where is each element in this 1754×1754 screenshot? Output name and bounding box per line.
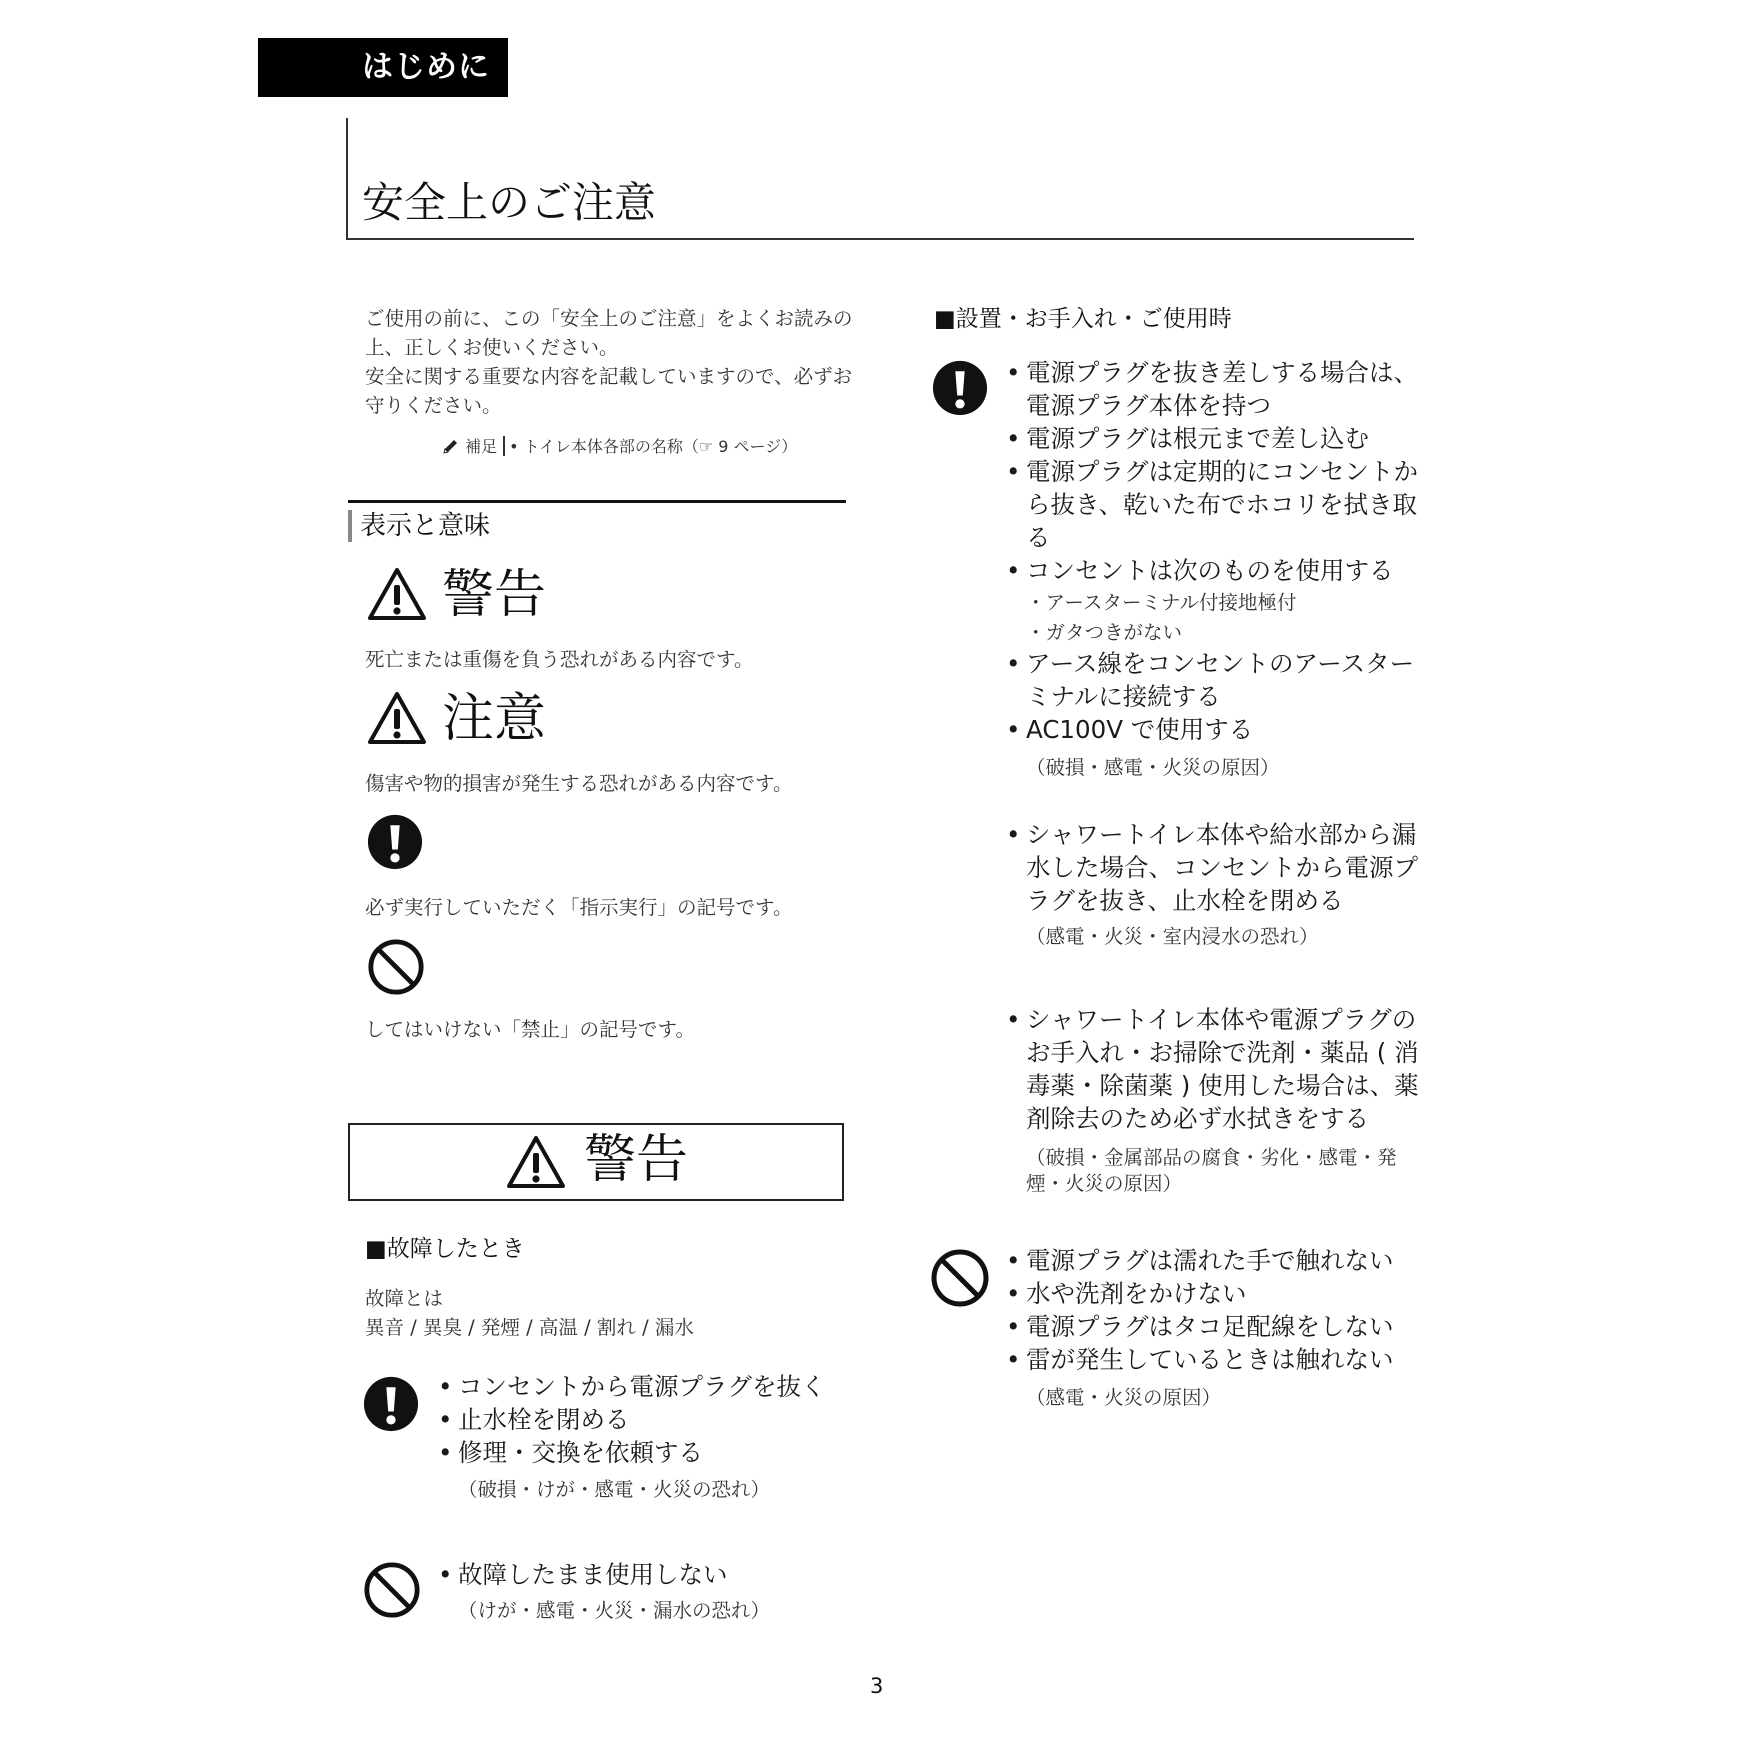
list-item: • アース線をコンセントのアースターミナルに接続する (1004, 647, 1424, 713)
page-title: 安全上のご注意 (362, 178, 657, 227)
warning-triangle-icon (367, 566, 427, 622)
section-top-rule (348, 500, 846, 503)
caution-label: 注意 (442, 689, 547, 749)
install-group2-list (1004, 818, 1424, 917)
prohibited-description: してはいけない「禁止」の記号です。 (365, 1018, 695, 1041)
intro-paragraph-2: 安全に関する重要な内容を記載していますので、必ずお守りください。 (365, 365, 853, 417)
failure-mandatory-icon (363, 1376, 419, 1432)
warning-box-triangle-icon (506, 1134, 566, 1190)
list-item: • 故障したまま使用しない (436, 1558, 836, 1591)
install-subitem: ・アースターミナル付接地極付 (1026, 591, 1297, 614)
list-item: • コンセントは次のものを使用する (1004, 554, 1424, 587)
install-group1-cause: （破損・感電・火災の原因） (1026, 756, 1280, 779)
list-item: • AC100V で使用する (1004, 713, 1424, 746)
caution-description: 傷害や物的損害が発生する恐れがある内容です。 (365, 772, 793, 795)
install-group1-list-continued (1004, 647, 1424, 746)
list-item: • シャワートイレ本体や給水部から漏水した場合、コンセントから電源プラグを抜き、止水栓を閉める (1004, 818, 1424, 917)
failure-action-list (436, 1370, 836, 1469)
install-group4-cause: （感電・火災の原因） (1026, 1386, 1222, 1409)
list-item: • 電源プラグは濡れた手で触れない (1004, 1244, 1424, 1277)
supplement-link[interactable]: • トイレ本体各部の名称（☞ 9 ページ） (509, 437, 798, 456)
supplement-label: 補足 (465, 437, 498, 456)
failure-definition-items: 異音 / 異臭 / 発煙 / 高温 / 割れ / 漏水 (365, 1316, 694, 1339)
section-heading-symbols: 表示と意味 (360, 511, 491, 541)
list-item: • 電源プラグは定期的にコンセントから抜き、乾いた布でホコリを拭き取る (1004, 455, 1424, 554)
list-item: • 修理・交換を依頼する (436, 1436, 836, 1469)
chapter-tab: はじめに (258, 38, 508, 97)
install-group2-cause: （感電・火災・室内浸水の恐れ） (1026, 925, 1319, 948)
list-item: • シャワートイレ本体や電源プラグのお手入れ・お掃除で洗剤・薬品 ( 消毒薬・除菌薬 ) 使用した場合は、薬剤除去のため必ず水拭きをする (1004, 1003, 1424, 1135)
section-side-bar (348, 510, 352, 542)
supplement-note (442, 435, 797, 459)
install-group3-list (1004, 1003, 1424, 1135)
failure-definition-label: 故障とは (365, 1287, 444, 1310)
list-item: • 電源プラグはタコ足配線をしない (1004, 1310, 1424, 1343)
list-item: • 水や洗剤をかけない (1004, 1277, 1424, 1310)
pencil-icon (442, 437, 460, 455)
supplement-separator (503, 436, 505, 456)
install-group3-cause: （破損・金属部品の腐食・劣化・感電・発煙・火災の原因） (1026, 1146, 1397, 1195)
failure-prohibition-list (436, 1558, 836, 1591)
list-item: • 雷が発生しているときは触れない (1004, 1343, 1424, 1376)
mandatory-icon (367, 814, 423, 870)
page-number: 3 (870, 1674, 884, 1698)
failure-prohibited-icon (363, 1561, 421, 1619)
install-group1-list (1004, 356, 1424, 587)
install-mandatory-icon (932, 360, 988, 416)
list-item: • 電源プラグを抜き差しする場合は、電源プラグ本体を持つ (1004, 356, 1424, 422)
mandatory-description: 必ず実行していただく「指示実行」の記号です。 (365, 896, 793, 919)
warning-box-label: 警告 (584, 1130, 689, 1190)
title-rule-horizontal (346, 238, 1414, 240)
warning-description: 死亡または重傷を負う恐れがある内容です。 (365, 648, 754, 671)
install-group4-list (1004, 1244, 1424, 1376)
failure-action-cause: （破損・けが・感電・火災の恐れ） (458, 1478, 771, 1501)
failure-prohibition-cause: （けが・感電・火災・漏水の恐れ） (458, 1599, 771, 1622)
install-subitem: ・ガタつきがない (1026, 621, 1183, 644)
install-heading: ■設置・お手入れ・ご使用時 (934, 306, 1232, 332)
title-rule-vertical (346, 118, 348, 240)
list-item: • 電源プラグは根元まで差し込む (1004, 422, 1424, 455)
intro-text (365, 304, 855, 420)
prohibited-icon (367, 938, 425, 996)
list-item: • 止水栓を閉める (436, 1403, 836, 1436)
warning-label: 警告 (442, 565, 547, 625)
list-item: • コンセントから電源プラグを抜く (436, 1370, 836, 1403)
caution-triangle-icon (367, 690, 427, 746)
failure-heading: ■故障したとき (365, 1236, 525, 1262)
intro-paragraph-1: ご使用の前に、この「安全上のご注意」をよくお読みの上、正しくお使いください。 (365, 307, 853, 359)
install-prohibited-icon (930, 1248, 990, 1308)
